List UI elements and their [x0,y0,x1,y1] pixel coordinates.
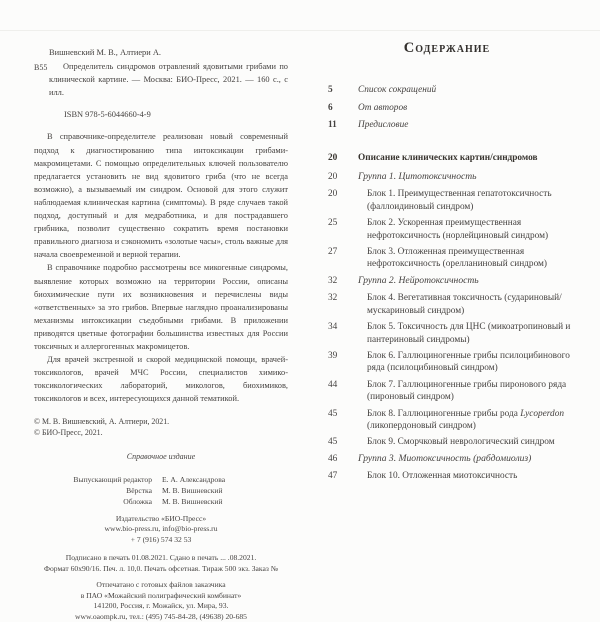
publisher-phone: + 7 (916) 574 32 53 [130,534,192,544]
toc-section-heading [328,152,584,164]
print-info-line: Формат 60х90/16. Печ. л. 10,0. Печать офсетная. Тираж 500 экз. Заказ № [43,563,278,573]
toc-entry-label: Блок 7. Галлюциногенные грибы пиронового ряда (пироновый синдром) [367,379,567,403]
toc-entry-label: Блок 9. Сморчковый неврологический синдром [367,437,555,448]
toc-entry [328,292,584,317]
toc-entry-label: Группа 3. Миотоксичность (рабдомиолиз) [358,452,532,464]
toc-entry [328,379,584,404]
toc-entry-label [358,408,584,433]
toc-entry-label: От авторов [358,102,408,113]
toc-entry [328,350,584,375]
toc-entry-label: Описание клинических картин/синдромов [358,152,538,163]
toc-entry [328,119,584,131]
toc-group-entry [328,275,584,287]
toc-entry-label: Группа 2. Нейротоксичность [358,274,479,286]
print-info-block [34,553,288,574]
toc-entry-label: Блок 6. Галлюциногенные грибы псилоцибинового ряда (псилоцибиновый синдром) [367,350,570,374]
toc-entry-label: Предисловие [358,120,409,131]
toc-page-number: 39 [328,350,338,361]
toc-page-number: 20 [328,172,338,183]
toc-page-number: 32 [328,275,338,286]
toc-entry-label-part: (ликопердоновый синдром) [367,420,476,431]
toc-page-number: 46 [328,453,338,464]
credit-name: М. В. Вишневский [162,496,223,506]
toc-entry-label-part: Блок 8. Галлюциногенные грибы рода [367,408,521,419]
printer-contacts: www.oaompk.ru, тел.: (495) 745-84-28, (49638) 20-685 [75,611,247,621]
printer-line: Отпечатано с готовых файлов заказчика [96,580,226,590]
toc-entry [328,408,584,433]
toc-group-entry [328,453,584,465]
contents-title: Содержание [403,40,491,56]
toc-page-number: 34 [328,322,338,333]
toc-entry-label: Группа 1. Цитотоксичность [358,171,477,183]
contents-page [300,0,600,482]
toc-entry-genus-name: Lycoperdon [520,408,564,419]
credit-row [34,496,288,507]
copyright-line: © БИО-Пресс, 2021. [34,428,103,438]
toc-page-number: 47 [328,471,338,482]
credit-row [34,474,288,485]
printer-address: 141200, Россия, г. Можайск, ул. Мира, 93. [93,601,229,611]
credit-role: Выпускающий редактор [73,474,152,484]
publisher-block [34,514,288,546]
scan-artifact-line [0,30,600,31]
toc-entry-label: Список сокращений [358,85,437,96]
toc-page-number: 25 [328,218,338,229]
toc-entry [328,102,584,114]
toc-entry [328,246,584,271]
toc-page-number: 45 [328,437,338,448]
toc-page-number: 6 [328,102,333,113]
copyright-line: © М. В. Вишневский, А. Алтиери, 2021. [34,417,170,427]
toc-page-number: 20 [328,189,338,200]
toc-page-number: 44 [328,379,338,390]
toc-page-number: 20 [328,152,338,163]
colophon [34,452,288,622]
toc-page-number: 27 [328,247,338,258]
copyright-block [34,416,288,438]
toc-entry-label: Блок 3. Отложенная преимущественная нефротоксичность (орелланиновый синдром) [367,247,548,270]
toc-page-number: 45 [328,408,338,419]
annotation-paragraph: Для врачей экстренной и скорой медицинской помощи, врачей-токсикологов, врачей МЧС России, специалистов химико-токсикологических лабораторий, микологов, биохимиков, токсикологов и всех, интересующихся данной тематикой. [34,355,288,404]
toc-group-entry [328,171,584,183]
toc-entry [328,436,584,448]
citation-text: Определитель синдромов отравлений ядовитыми грибами по клинической картине. — Москва: БИО-Пресс, 2021. — 160 с., с илл. [49,62,288,98]
credit-name: М. В. Вишневский [162,485,223,495]
isbn: ISBN 978-5-6044660-4-9 [64,110,151,120]
toc-page-number: 5 [328,85,333,96]
toc-entry [328,470,584,482]
publisher-website: www.bio-press.ru, info@bio-press.ru [104,524,218,534]
toc-entry-label: Блок 10. Отложенная миотоксичность [367,471,518,482]
edition-type: Справочное издание [126,452,196,462]
toc-entry-label: Блок 4. Вегетативная токсичность (судариновый/мускариновый синдром) [367,293,562,316]
imprint-page [0,0,300,621]
print-info-line: Подписано в печать 01.08.2021. Сдано в печать ... .08.2021. [65,553,257,563]
annotation-paragraph: В справочнике-определителе реализован новый современный подход к диагностированию типа интоксикации грибами-макромицетами. С помощью определительных ключей пользователю предлагается установить не вид ядовитого гриба (что не всегда возможно), а вызываемый им синдром. Основой для этого служит наблюдаемая клиническая картина (симптомы). В ряде случаев такой подход, доступный и для медработника, и для пострадавшего грибника, позволит существенно сократить время постановки правильного диагноза и сэкономить «золотые часы», столь важные для начала своевременной и верной терапии. [34,132,288,260]
toc-page-number: 11 [328,120,337,131]
bibliographic-entry [34,60,288,99]
toc-entry-label: Блок 2. Ускоренная преимущественная нефротоксичность (норлейциновый синдром) [367,218,549,241]
toc-entry [328,84,584,96]
annotation [34,130,288,405]
credit-name: Е. А. Александрова [162,474,226,484]
credit-role: Вёрстка [126,485,152,495]
toc-page-number: 32 [328,293,338,304]
printer-line: в ПАО «Можайский полиграфический комбинат» [80,590,242,600]
toc-entry-label: Блок 1. Преимущественная гепатотоксичность (фаллоидиновый синдром) [367,189,552,212]
publisher-line: Издательство «БИО-Пресс» [115,513,207,523]
toc-entry [328,217,584,242]
authors-line: Вишневский М. В., Алтиери А. [49,48,161,57]
credits [34,474,288,507]
credit-row [34,485,288,496]
toc-entry [328,188,584,213]
toc-entry [328,321,584,346]
annotation-paragraph: В справочнике подробно рассмотрены все микогенные синдромы, выявление которых возможно на территории России, описаны биохимические пути их возникновения и перечислены виды «ответственных» за это грибов. Впервые наглядно проанализированы механизмы интоксикации съедобными грибами. В приложении приводятся цветные фотографии большинства известных для России токсичных и аллергогенных макромицетов. [34,263,288,351]
credit-role: Обложка [123,496,152,506]
library-index-code: В55 [34,63,48,73]
printer-block [34,580,288,622]
toc-entry-label: Блок 5. Токсичность для ЦНС (микоатропиновый и пантериновый синдромы) [367,322,571,345]
